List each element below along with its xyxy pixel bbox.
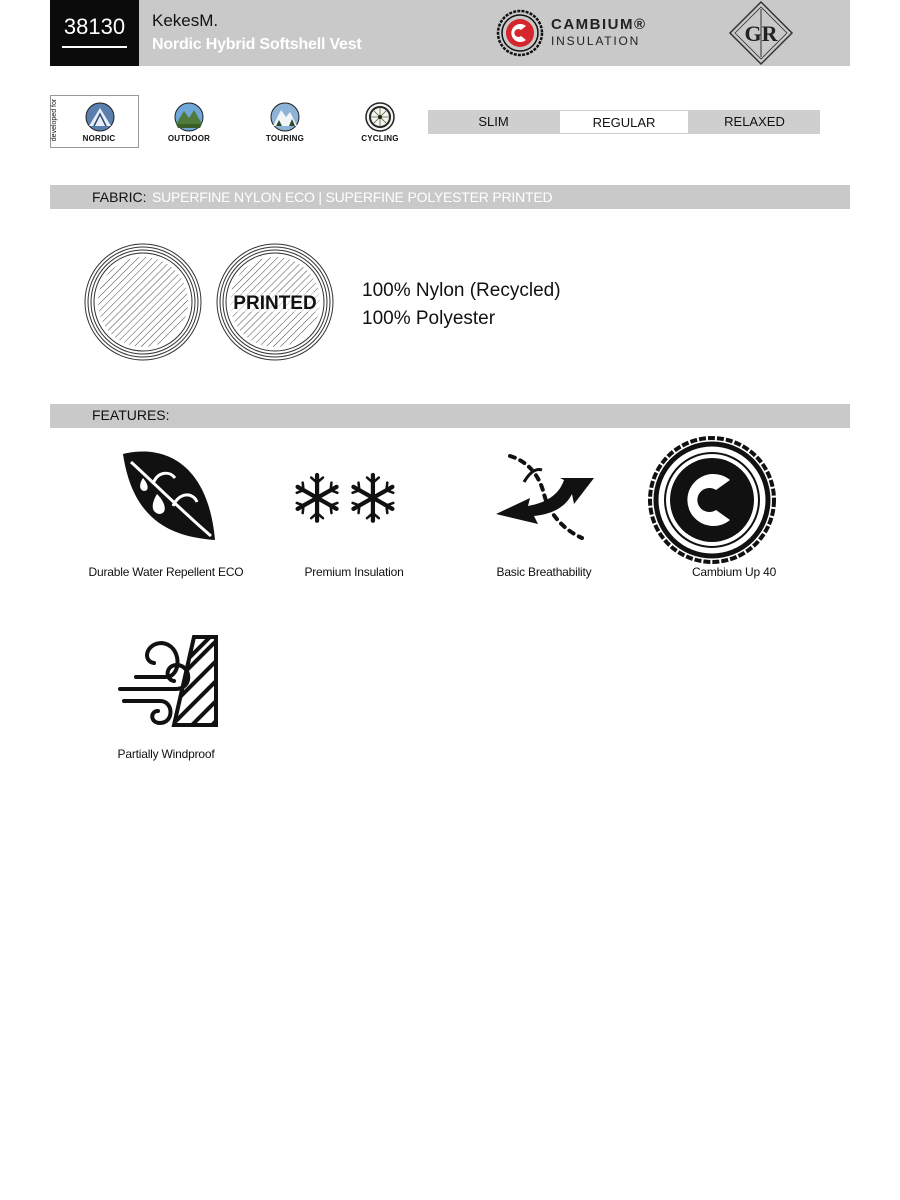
activity-label-cycling: CYCLING [361, 134, 399, 143]
fit-option-relaxed: RELAXED [689, 110, 820, 134]
wind-icon [116, 626, 226, 736]
features-bar [50, 404, 850, 428]
cambium-seal-icon [648, 436, 776, 564]
style-number-underline [62, 46, 127, 48]
fabric-swatch-nylon [83, 242, 203, 362]
feature-label-insulation: Premium Insulation [304, 565, 404, 579]
product-name: Nordic Hybrid Softshell Vest [152, 36, 362, 53]
touring-icon [270, 102, 300, 132]
composition-nylon: 100% Nylon (Recycled) [362, 280, 561, 301]
activity-label-touring: TOURING [265, 134, 305, 143]
leaf-water-icon [113, 442, 223, 552]
cambium-logo-icon [496, 9, 544, 57]
composition-polyester: 100% Polyester [362, 308, 496, 329]
fabric-swatch-printed [215, 242, 335, 362]
cycling-icon [365, 102, 395, 132]
feature-label-windproof: Partially Windproof [117, 747, 215, 761]
gr-diamond-logo-icon [728, 0, 794, 66]
activity-label-outdoor: OUTDOOR [167, 134, 211, 143]
activity-label-nordic: NORDIC [82, 134, 116, 143]
snowflakes-icon [290, 442, 400, 552]
feature-label-cambium: Cambium Up 40 [691, 565, 777, 579]
fit-option-slim: SLIM [428, 110, 559, 134]
fabric-value: SUPERFINE NYLON ECO | SUPERFINE POLYESTER PRINTED [152, 189, 553, 205]
outdoor-icon [174, 102, 204, 132]
printed-label: PRINTED [233, 293, 317, 314]
style-number: 38130 [63, 14, 126, 39]
features-label: FEATURES: [92, 407, 170, 423]
fit-option-regular-selected: REGULAR [559, 110, 689, 134]
brand-name: KekesM. [152, 11, 219, 30]
cambium-wordmark: CAMBIUM® [551, 16, 647, 33]
gr-logo-text: GR [744, 21, 778, 46]
nordic-icon [85, 102, 115, 132]
cambium-insulation-label: INSULATION [551, 34, 641, 48]
feature-label-dwr: Durable Water Repellent ECO [88, 565, 244, 579]
developed-for-label: developed for [51, 98, 58, 142]
breathability-arrows-icon [490, 442, 600, 552]
feature-label-breathability: Basic Breathability [496, 565, 592, 579]
fabric-label: FABRIC: [92, 189, 147, 205]
